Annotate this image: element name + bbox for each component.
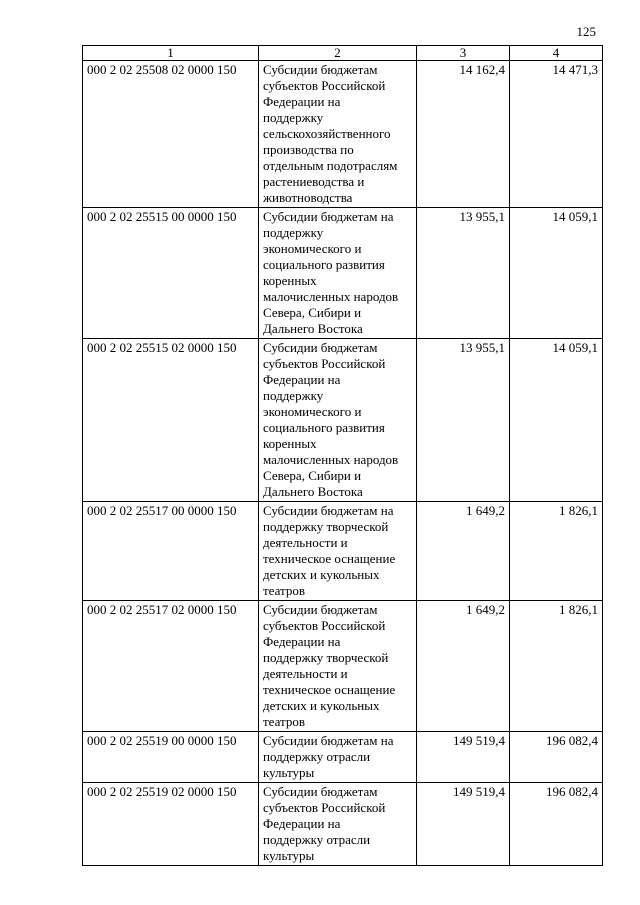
row-name-line: растениеводства и	[263, 174, 365, 189]
row-value-col3: 1 649,2	[417, 601, 510, 732]
row-name-line: Дальнего Востока	[263, 321, 363, 336]
row-name-line: Севера, Сибири и	[263, 468, 362, 483]
table-row	[83, 339, 603, 502]
row-name-line: Севера, Сибири и	[263, 305, 362, 320]
page-number: 125	[576, 24, 596, 39]
row-name-line: социального развития	[263, 257, 385, 272]
row-name-line: театров	[263, 583, 306, 598]
row-name-line: деятельности и	[263, 535, 348, 550]
row-name-line: поддержку творческой	[263, 650, 389, 665]
header-row	[83, 46, 603, 61]
row-name-line: Субсидии бюджетам на	[263, 503, 394, 518]
row-value-col3: 1 649,2	[417, 502, 510, 601]
row-name-line: поддержку	[263, 110, 324, 125]
row-name-line: субъектов Российской	[263, 356, 386, 371]
row-name-line: Федерации на	[263, 816, 341, 831]
row-code-cell: 000 2 02 25517 02 0000 150	[83, 601, 259, 732]
row-value-col4: 14 059,1	[510, 339, 603, 502]
column-header-4: 4	[510, 46, 603, 61]
row-name-line: Субсидии бюджетам на	[263, 733, 394, 748]
budget-table	[82, 45, 603, 866]
row-name-cell	[259, 339, 417, 502]
row-name-line: поддержку	[263, 388, 324, 403]
table-row	[83, 601, 603, 732]
table-row	[83, 732, 603, 783]
row-name-line: техническое оснащение	[263, 682, 396, 697]
row-name-line: субъектов Российской	[263, 78, 386, 93]
row-name-line: социального развития	[263, 420, 385, 435]
row-value-col3: 14 162,4	[417, 61, 510, 208]
table-row	[83, 208, 603, 339]
table-row	[83, 502, 603, 601]
row-value-col3: 149 519,4	[417, 783, 510, 866]
row-name-line: Дальнего Востока	[263, 484, 363, 499]
row-name-line: отдельным подотраслям	[263, 158, 398, 173]
row-name-line: поддержку	[263, 225, 324, 240]
row-name-line: субъектов Российской	[263, 800, 386, 815]
row-name-cell	[259, 61, 417, 208]
row-name-line: культуры	[263, 848, 315, 863]
row-name-line: поддержку отрасли	[263, 749, 371, 764]
row-name-line: Федерации на	[263, 634, 341, 649]
row-name-line: коренных	[263, 436, 317, 451]
row-value-col4: 1 826,1	[510, 601, 603, 732]
row-name-line: животноводства	[263, 190, 353, 205]
row-value-col4: 1 826,1	[510, 502, 603, 601]
row-name-line: театров	[263, 714, 306, 729]
column-header-3: 3	[417, 46, 510, 61]
row-value-col4: 196 082,4	[510, 732, 603, 783]
row-name-cell	[259, 208, 417, 339]
row-code-cell: 000 2 02 25508 02 0000 150	[83, 61, 259, 208]
row-name-cell	[259, 601, 417, 732]
row-value-col3: 13 955,1	[417, 208, 510, 339]
row-name-line: поддержку творческой	[263, 519, 389, 534]
row-code-cell: 000 2 02 25515 02 0000 150	[83, 339, 259, 502]
row-name-line: детских и кукольных	[263, 567, 380, 582]
row-code-cell: 000 2 02 25517 00 0000 150	[83, 502, 259, 601]
table-body	[83, 61, 603, 866]
table-row	[83, 783, 603, 866]
row-name-line: сельскохозяйственного	[263, 126, 391, 141]
row-code-cell: 000 2 02 25515 00 0000 150	[83, 208, 259, 339]
row-name-line: производства по	[263, 142, 354, 157]
row-code-cell: 000 2 02 25519 02 0000 150	[83, 783, 259, 866]
row-name-line: техническое оснащение	[263, 551, 396, 566]
row-name-line: экономического и	[263, 404, 362, 419]
row-name-line: культуры	[263, 765, 315, 780]
row-name-line: малочисленных народов	[263, 452, 399, 467]
row-name-line: детских и кукольных	[263, 698, 380, 713]
row-value-col4: 14 471,3	[510, 61, 603, 208]
row-name-cell	[259, 502, 417, 601]
row-name-line: поддержку отрасли	[263, 832, 371, 847]
row-name-line: Субсидии бюджетам	[263, 602, 378, 617]
row-name-line: малочисленных народов	[263, 289, 399, 304]
column-header-2: 2	[259, 46, 417, 61]
row-name-line: Субсидии бюджетам	[263, 62, 378, 77]
column-header-1: 1	[83, 46, 259, 61]
row-name-line: Федерации на	[263, 372, 341, 387]
row-name-line: Субсидии бюджетам на	[263, 209, 394, 224]
row-name-line: деятельности и	[263, 666, 348, 681]
row-name-line: Субсидии бюджетам	[263, 340, 378, 355]
row-value-col3: 149 519,4	[417, 732, 510, 783]
row-value-col4: 14 059,1	[510, 208, 603, 339]
table-row	[83, 61, 603, 208]
row-name-cell	[259, 783, 417, 866]
row-value-col4: 196 082,4	[510, 783, 603, 866]
row-name-line: коренных	[263, 273, 317, 288]
row-name-line: экономического и	[263, 241, 362, 256]
row-value-col3: 13 955,1	[417, 339, 510, 502]
row-name-line: Федерации на	[263, 94, 341, 109]
row-name-line: субъектов Российской	[263, 618, 386, 633]
row-code-cell: 000 2 02 25519 00 0000 150	[83, 732, 259, 783]
row-name-line: Субсидии бюджетам	[263, 784, 378, 799]
row-name-cell	[259, 732, 417, 783]
